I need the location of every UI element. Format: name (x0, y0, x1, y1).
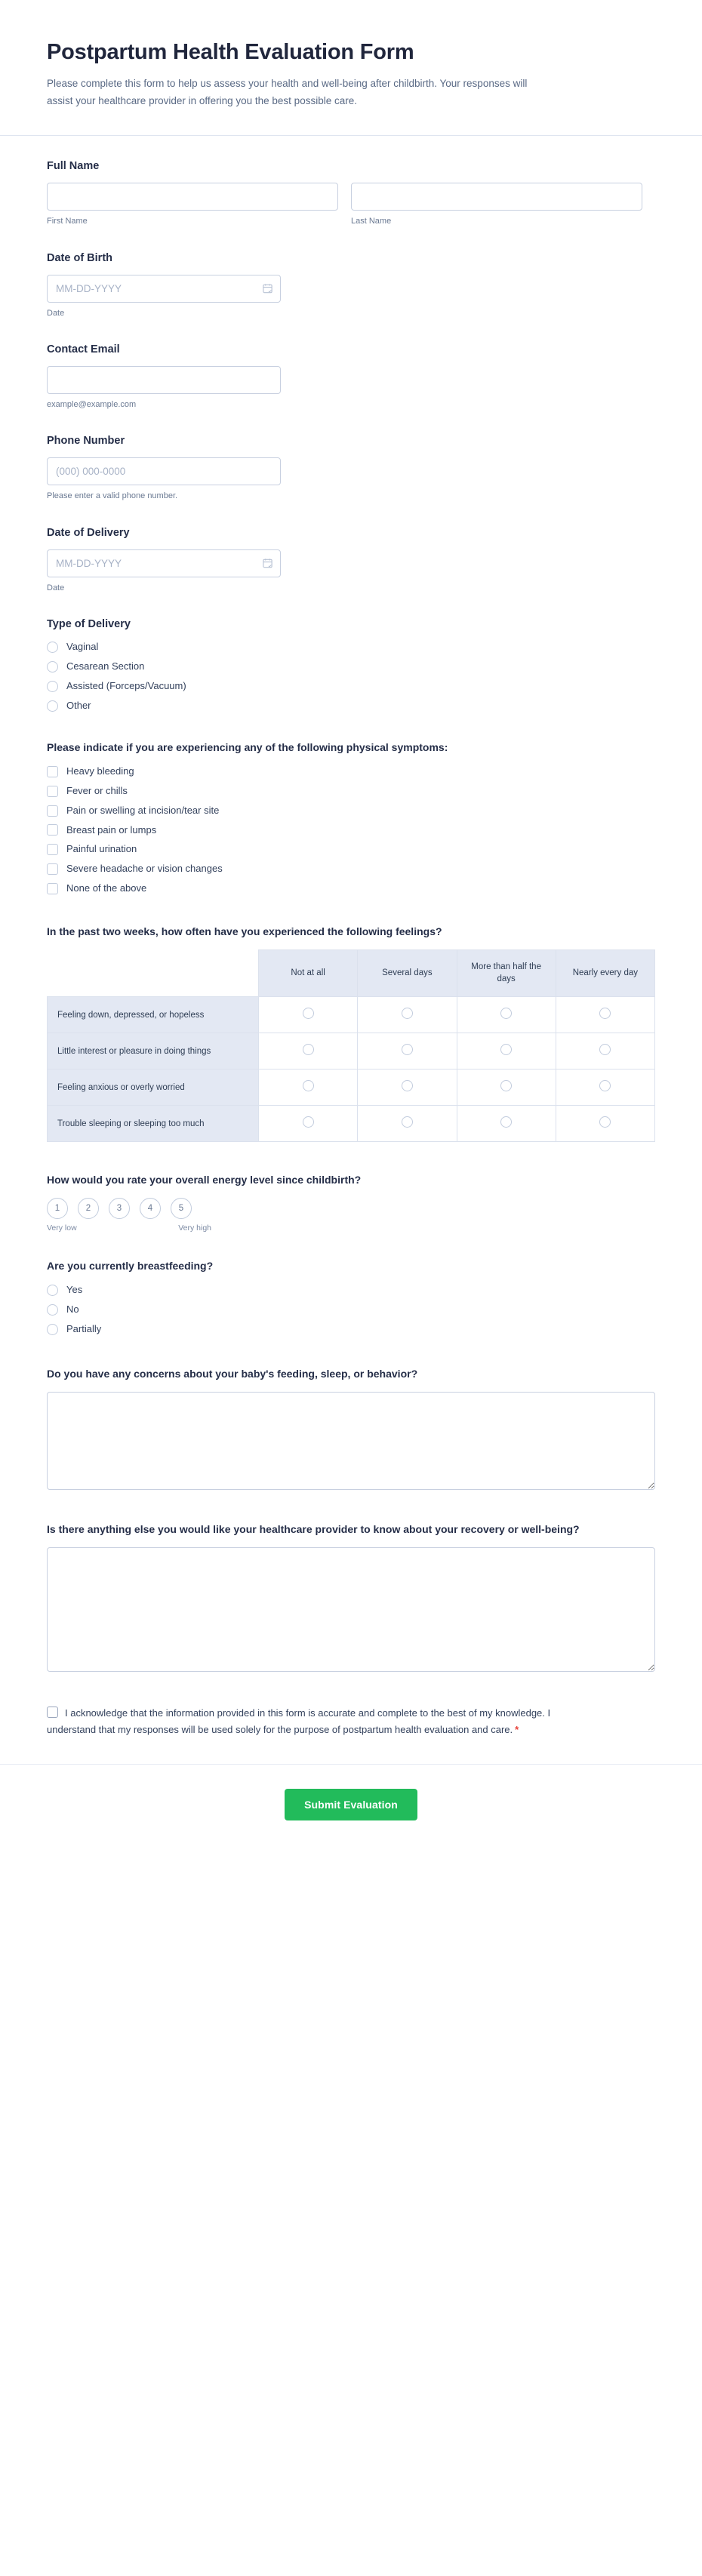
matrix-cell[interactable] (556, 1069, 654, 1106)
rating-option-4[interactable]: 4 (140, 1198, 161, 1219)
radio-icon[interactable] (47, 1324, 58, 1335)
checkbox-icon[interactable] (47, 805, 58, 817)
matrix-cell[interactable] (457, 1106, 556, 1142)
option-label: No (66, 1303, 79, 1315)
option-label: Painful urination (66, 843, 137, 855)
type-of-delivery-label: Type of Delivery (47, 618, 131, 631)
breastfeeding-options (47, 1284, 655, 1336)
date-of-delivery-group (47, 549, 281, 577)
matrix-column-header: Several days (358, 950, 457, 997)
field-baby-concerns (47, 1366, 655, 1490)
field-breastfeeding (47, 1258, 655, 1336)
radio-icon[interactable] (599, 1044, 611, 1055)
option-label: Partially (66, 1322, 102, 1334)
full-name-label: Full Name (47, 160, 100, 173)
contact-email-label: Contact Email (47, 343, 120, 356)
energy-level-label: How would you rate your overall energy level since childbirth? (47, 1174, 362, 1186)
checkbox-icon[interactable] (47, 844, 58, 855)
matrix-cell[interactable] (259, 1106, 358, 1142)
last-name-sublabel: Last Name (351, 217, 392, 226)
radio-icon[interactable] (47, 1285, 58, 1296)
acknowledgement-checkbox-icon[interactable] (47, 1707, 58, 1718)
option-label: Yes (66, 1284, 83, 1296)
breastfeeding-label: Are you currently breastfeeding? (47, 1260, 214, 1273)
matrix-cell[interactable] (556, 997, 654, 1033)
energy-level-scale (47, 1198, 655, 1219)
rating-low-caption: Very low (47, 1223, 77, 1233)
date-of-birth-label: Date of Birth (47, 251, 112, 264)
rating-option-1[interactable]: 1 (47, 1198, 68, 1219)
form-body (0, 136, 702, 1738)
radio-icon[interactable] (47, 681, 58, 692)
phone-number-sublabel: Please enter a valid phone number. (47, 491, 178, 501)
checkbox-option-severe-headache[interactable] (47, 863, 655, 876)
table-row (48, 1069, 655, 1106)
matrix-cell[interactable] (259, 1069, 358, 1106)
feelings-matrix-table (47, 949, 655, 1142)
matrix-cell[interactable] (358, 1033, 457, 1069)
acknowledgement-text: I acknowledge that the information provided in this form is accurate and complete to the best of my knowledge. I understand that my responses will be used solely for the purpose of postpartum health evaluation and care. (47, 1707, 551, 1736)
checkbox-icon[interactable] (47, 863, 58, 875)
radio-icon[interactable] (402, 1080, 413, 1091)
field-date-of-delivery (47, 525, 655, 594)
matrix-cell[interactable] (358, 997, 457, 1033)
option-label: Assisted (Forceps/Vacuum) (66, 680, 186, 692)
matrix-column-header: Nearly every day (556, 950, 654, 997)
radio-icon[interactable] (599, 1008, 611, 1019)
option-label: Pain or swelling at incision/tear site (66, 804, 220, 816)
checkbox-option-heavy-bleeding[interactable] (47, 765, 655, 778)
rating-option-3[interactable]: 3 (109, 1198, 130, 1219)
acknowledgement-block (47, 1705, 655, 1739)
option-label: Other (66, 699, 91, 711)
option-label: None of the above (66, 882, 147, 894)
radio-icon[interactable] (402, 1116, 413, 1128)
checkbox-icon[interactable] (47, 786, 58, 797)
radio-option-yes[interactable] (47, 1284, 655, 1297)
matrix-cell[interactable] (457, 1069, 556, 1106)
type-of-delivery-options (47, 641, 655, 712)
radio-icon[interactable] (47, 661, 58, 672)
date-of-birth-input[interactable] (47, 275, 281, 303)
rating-option-2[interactable]: 2 (78, 1198, 99, 1219)
field-contact-email (47, 342, 655, 411)
radio-icon[interactable] (47, 642, 58, 653)
baby-concerns-label: Do you have any concerns about your baby's feeding, sleep, or behavior? (47, 1367, 418, 1380)
checkbox-option-none-of-the-above[interactable] (47, 882, 655, 895)
matrix-row-label: Little interest or pleasure in doing things (48, 1033, 259, 1069)
radio-icon[interactable] (303, 1044, 314, 1055)
date-of-birth-sublabel: Date (47, 308, 65, 318)
field-phone-number (47, 433, 655, 502)
date-of-delivery-input[interactable] (47, 549, 281, 577)
field-date-of-birth (47, 251, 655, 319)
checkbox-option-painful-urination[interactable] (47, 843, 655, 856)
form-footer (0, 1764, 702, 1855)
radio-icon[interactable] (47, 700, 58, 712)
required-marker: * (515, 1724, 519, 1736)
radio-icon[interactable] (500, 1116, 512, 1128)
table-row (48, 997, 655, 1033)
submit-button[interactable]: Submit Evaluation (285, 1789, 417, 1820)
checkbox-option-fever-or-chills[interactable] (47, 785, 655, 798)
acknowledgement-row[interactable] (47, 1705, 590, 1739)
radio-icon[interactable] (500, 1044, 512, 1055)
last-name-group (351, 183, 642, 227)
rating-captions (47, 1223, 211, 1233)
first-name-group (47, 183, 338, 227)
date-of-delivery-sublabel: Date (47, 583, 65, 592)
contact-email-input[interactable] (47, 366, 281, 394)
full-name-row (47, 183, 655, 227)
radio-icon[interactable] (47, 1304, 58, 1316)
rating-high-caption: Very high (178, 1223, 211, 1233)
matrix-corner-cell (48, 950, 259, 997)
option-label: Cesarean Section (66, 660, 145, 672)
matrix-cell[interactable] (358, 1106, 457, 1142)
radio-option-assisted[interactable] (47, 680, 655, 693)
radio-icon[interactable] (402, 1044, 413, 1055)
radio-option-partially[interactable] (47, 1323, 655, 1336)
field-physical-symptoms (47, 740, 655, 895)
first-name-sublabel: First Name (47, 217, 88, 226)
matrix-row-label: Feeling down, depressed, or hopeless (48, 997, 259, 1033)
feelings-matrix-label: In the past two weeks, how often have you experienced the following feelings? (47, 925, 442, 938)
physical-symptoms-options (47, 765, 655, 895)
option-label: Fever or chills (66, 784, 128, 796)
matrix-row-label: Trouble sleeping or sleeping too much (48, 1106, 259, 1142)
matrix-body (48, 997, 655, 1142)
checkbox-option-pain-or-swelling[interactable] (47, 805, 655, 817)
field-additional-notes (47, 1522, 655, 1672)
phone-number-input[interactable] (47, 457, 281, 485)
field-energy-level (47, 1172, 655, 1233)
contact-email-sublabel: example@example.com (47, 400, 137, 410)
matrix-header-row (48, 950, 655, 997)
form-description: Please complete this form to help us assess your health and well-being after childbirth. Your responses will assist your healthcare provider in offering you the best possible care. (47, 77, 528, 107)
field-feelings-matrix (47, 924, 655, 1142)
matrix-cell[interactable] (457, 997, 556, 1033)
table-row (48, 1033, 655, 1069)
additional-notes-textarea[interactable] (47, 1547, 655, 1672)
matrix-column-header: More than half the days (457, 950, 556, 997)
matrix-header (48, 950, 655, 997)
table-row (48, 1106, 655, 1142)
baby-concerns-textarea[interactable] (47, 1392, 655, 1490)
radio-icon[interactable] (402, 1008, 413, 1019)
physical-symptoms-label: Please indicate if you are experiencing any of the following physical symptoms: (47, 740, 448, 753)
radio-icon[interactable] (303, 1080, 314, 1091)
additional-notes-label: Is there anything else you would like your healthcare provider to know about your recovery or well-being? (47, 1522, 580, 1535)
field-full-name (47, 158, 655, 227)
option-label: Breast pain or lumps (66, 823, 157, 836)
last-name-input[interactable] (351, 183, 642, 211)
date-of-birth-group (47, 275, 281, 303)
matrix-cell[interactable] (457, 1033, 556, 1069)
page-title: Postpartum Health Evaluation Form (47, 40, 414, 64)
rating-option-5[interactable]: 5 (171, 1198, 192, 1219)
date-of-delivery-label: Date of Delivery (47, 526, 130, 539)
radio-icon[interactable] (303, 1116, 314, 1128)
option-label: Vaginal (66, 641, 99, 653)
matrix-column-header: Not at all (259, 950, 358, 997)
radio-option-no[interactable] (47, 1303, 655, 1316)
radio-option-cesarean-section[interactable] (47, 660, 655, 673)
phone-number-label: Phone Number (47, 435, 125, 448)
radio-icon[interactable] (599, 1116, 611, 1128)
radio-icon[interactable] (303, 1008, 314, 1019)
radio-option-other[interactable] (47, 700, 655, 712)
checkbox-icon[interactable] (47, 766, 58, 777)
radio-icon[interactable] (500, 1080, 512, 1091)
matrix-cell[interactable] (556, 1106, 654, 1142)
matrix-cell[interactable] (556, 1033, 654, 1069)
checkbox-option-breast-pain-or-lumps[interactable] (47, 824, 655, 837)
form-header (0, 0, 702, 136)
matrix-row-label: Feeling anxious or overly worried (48, 1069, 259, 1106)
checkbox-icon[interactable] (47, 824, 58, 836)
radio-icon[interactable] (599, 1080, 611, 1091)
field-type-of-delivery (47, 617, 655, 712)
first-name-input[interactable] (47, 183, 338, 211)
matrix-cell[interactable] (259, 997, 358, 1033)
matrix-cell[interactable] (358, 1069, 457, 1106)
matrix-cell[interactable] (259, 1033, 358, 1069)
checkbox-icon[interactable] (47, 883, 58, 894)
option-label: Heavy bleeding (66, 765, 134, 777)
radio-option-vaginal[interactable] (47, 641, 655, 654)
option-label: Severe headache or vision changes (66, 863, 223, 875)
radio-icon[interactable] (500, 1008, 512, 1019)
